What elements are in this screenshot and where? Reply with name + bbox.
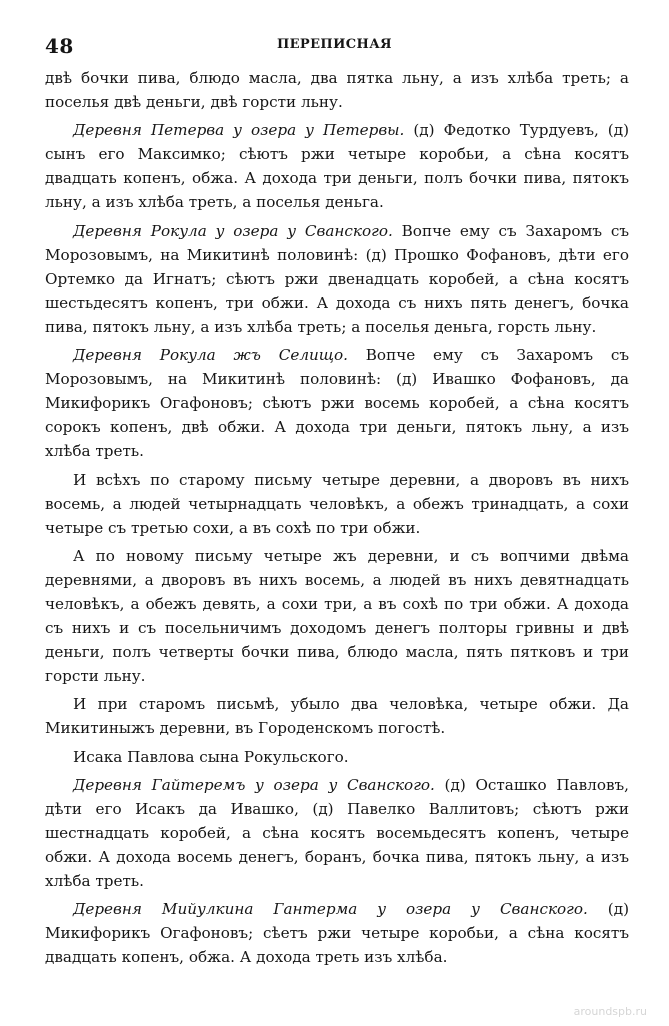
village-heading: Деревня Гайтеремъ у озера у Сванского. <box>73 775 435 794</box>
village-heading: Деревня Рокула жъ Селищо. <box>73 346 348 365</box>
paragraph-6: А по новому письму четыре жъ деревни, и съ вопчими двѣма деревнями, а дворовъ въ нихъ восемь, а людей въ нихъ девятнадцать человѣкъ, а обежъ девять, а сохи три, а въ сохѣ по три обжи. А дохода съ нихъ и съ посельничимъ доходомъ денегъ полторы гривны и двѣ деньги, полъ четверты бочки пива, блюдо масла, пять пятковъ и три горсти льну. <box>45 546 629 686</box>
village-heading: Деревня Мийулкина Гантерма у озера у Сванского. <box>73 900 588 919</box>
paragraph-10: Деревня Мийулкина Гантерма у озера у Сванского. (д) Микифорикъ Огафоновъ; сѣетъ ржи четыре коробьи, а сѣна косятъ двадцать копенъ, обжа. А дохода треть изъ хлѣба. <box>45 900 629 967</box>
village-heading: Деревня Рокула у озера у Сванского. <box>73 221 393 240</box>
paragraph-8: Исака Павлова сына Рокульского. <box>73 747 349 766</box>
paragraph-7: И при старомъ письмѣ, убыло два человѣка, четыре обжи. Да Микитиныжъ деревни, въ Городенскомъ погостѣ. <box>45 695 629 738</box>
running-title: ПЕРЕПИСНАЯ <box>276 37 393 52</box>
paragraph-9: Деревня Гайтеремъ у озера у Сванского. (д) Осташко Павловъ, дѣти его Исакъ да Ивашко, (д) Павелко Валлитовъ; сѣютъ ржи шестнадцать коробей, а сѣна косятъ восемьдесятъ копенъ, четыре обжи. А дохода восемь денегъ, боранъ, бочка пива, пятокъ льну, а изъ хлѣба треть. <box>45 775 629 890</box>
paragraph-1: двѣ бочки пива, блюдо масла, два пятка льну, а изъ хлѣба треть; а поселья двѣ деньги, двѣ горсти льну. <box>45 69 629 112</box>
paragraph-2: Деревня Петерва у озера у Петервы. (д) Федотко Турдуевъ, (д) сынъ его Максимко; сѣютъ ржи четыре коробьи, а сѣна косятъ двадцать копенъ, обжа. А дохода три деньги, полъ бочки пива, пятокъ льну, а изъ хлѣба треть, а поселья деньга. <box>45 121 630 212</box>
page-number: 48 <box>45 34 74 58</box>
village-heading: Деревня Петерва у озера у Петервы. <box>73 121 405 140</box>
paragraph-4: Деревня Рокула жъ Селищо. Вопче ему съ Захаромъ съ Морозовымъ, на Микитинѣ половинѣ: (д) Ивашко Фофановъ, да Микифорикъ Огафоновъ; сѣютъ ржи восемь коробей, а сѣна косятъ сорокъ копенъ, двѣ обжи. А дохода три деньги, пятокъ льну, а изъ хлѣба треть. <box>45 346 629 461</box>
watermark: aroundspb.ru <box>573 1005 647 1018</box>
paragraph-5: И всѣхъ по старому письму четыре деревни, а дворовъ въ нихъ восемь, а людей четырнадцать человѣкъ, а обежъ тринадцать, а сохи четыре съ третью сохи, а въ сохѣ по три обжи. <box>45 470 629 537</box>
paragraph-3: Деревня Рокула у озера у Сванского. Вопче ему съ Захаромъ съ Морозовымъ, на Микитинѣ половинѣ: (д) Прошко Фофановъ, дѣти его Ортемко да Игнатъ; сѣютъ ржи двенадцать коробей, а сѣна косятъ шестьдесятъ копенъ, три обжи. А дохода съ нихъ пять денегъ, бочка пива, пятокъ льну, а изъ хлѣба треть; а поселья деньга, горсть льну. <box>45 221 629 336</box>
page-body <box>45 66 629 969</box>
